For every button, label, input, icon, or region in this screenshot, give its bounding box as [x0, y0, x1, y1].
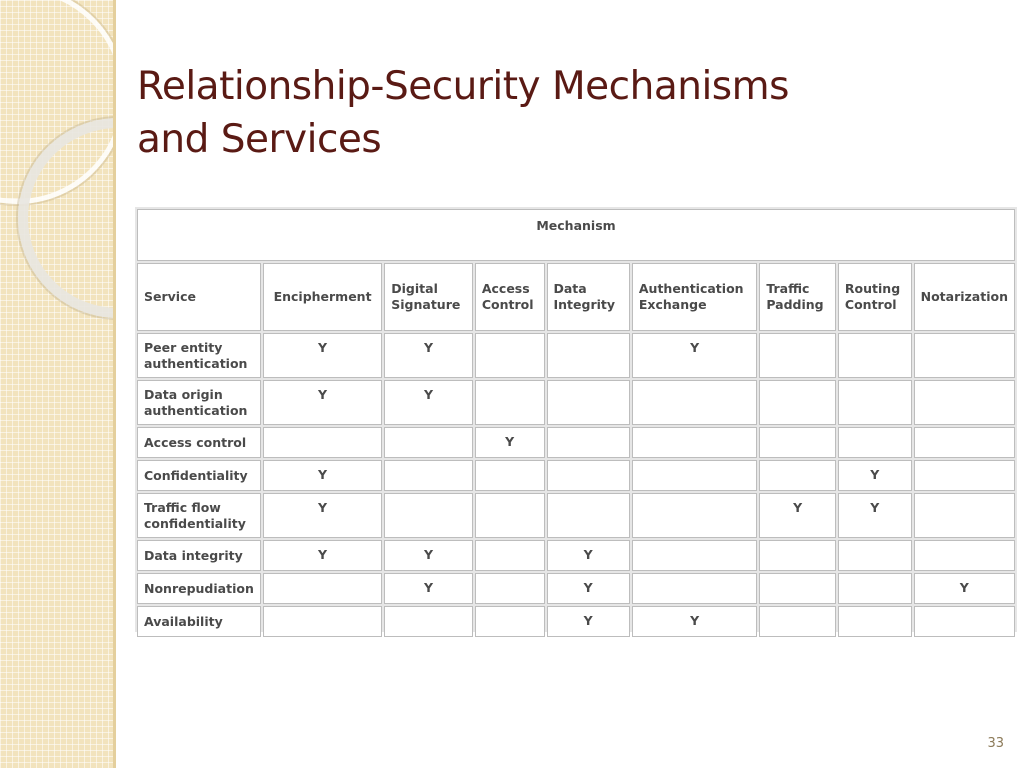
mechanism-cell — [384, 606, 473, 637]
table-row — [137, 380, 1015, 425]
table-row — [137, 606, 1015, 637]
mechanism-cell: Y — [384, 333, 473, 378]
mechanism-cell: Y — [547, 573, 630, 604]
mechanism-column-header: Notarization — [914, 263, 1015, 331]
service-cell: Data origin authentication — [137, 380, 261, 425]
service-cell: Nonrepudiation — [137, 573, 261, 604]
mechanism-cell — [838, 380, 912, 425]
mechanism-cell — [547, 493, 630, 538]
mechanism-column-header: Data Integrity — [547, 263, 630, 331]
mechanism-cell — [632, 427, 757, 458]
mechanism-cell — [475, 493, 545, 538]
mechanism-cell: Y — [632, 606, 757, 637]
mechanism-cell — [838, 333, 912, 378]
table-row — [137, 460, 1015, 491]
mechanism-column-header: Encipherment — [263, 263, 382, 331]
mechanism-cell — [759, 573, 836, 604]
mechanism-cell — [759, 540, 836, 571]
mechanism-cell — [838, 606, 912, 637]
mechanism-cell — [759, 380, 836, 425]
mechanism-cell: Y — [547, 606, 630, 637]
mechanism-cell: Y — [263, 540, 382, 571]
mechanism-cell — [263, 606, 382, 637]
mechanism-cell: Y — [914, 573, 1015, 604]
mechanism-cell: Y — [475, 427, 545, 458]
mechanism-cell: Y — [263, 380, 382, 425]
table-group-header-row — [137, 209, 1015, 261]
mechanism-cell: Y — [547, 540, 630, 571]
mechanism-cell — [759, 333, 836, 378]
mechanism-column-header: Access Control — [475, 263, 545, 331]
mechanism-cell: Y — [384, 573, 473, 604]
mechanism-header: Mechanism — [137, 209, 1015, 261]
mechanism-cell: Y — [384, 540, 473, 571]
table-row — [137, 333, 1015, 378]
mechanism-cell — [475, 380, 545, 425]
service-header: Service — [137, 263, 261, 331]
mechanism-cell — [263, 573, 382, 604]
table-row — [137, 493, 1015, 538]
mechanism-cell — [547, 427, 630, 458]
mechanism-cell: Y — [384, 380, 473, 425]
mechanism-cell — [475, 573, 545, 604]
mechanism-cell — [384, 493, 473, 538]
table-row — [137, 573, 1015, 604]
table-row — [137, 427, 1015, 458]
mechanism-cell — [632, 540, 757, 571]
mechanism-cell — [838, 427, 912, 458]
mechanism-cell — [838, 573, 912, 604]
table-header-row — [137, 263, 1015, 331]
mechanism-cell: Y — [632, 333, 757, 378]
sidebar-edge — [113, 0, 116, 768]
page-number: 33 — [987, 736, 1004, 751]
mechanism-column-header: Authentication Exchange — [632, 263, 757, 331]
mechanism-cell — [914, 606, 1015, 637]
mechanism-cell — [759, 606, 836, 637]
table-row — [137, 540, 1015, 571]
mechanism-cell: Y — [838, 493, 912, 538]
mechanism-cell — [384, 460, 473, 491]
title-line-1: Relationship-Security Mechanisms — [137, 64, 789, 109]
title-line-2: and Services — [137, 117, 382, 162]
service-cell: Access control — [137, 427, 261, 458]
mechanism-cell — [632, 573, 757, 604]
mechanism-cell — [547, 333, 630, 378]
mechanism-column-header: Traffic Padding — [759, 263, 836, 331]
mechanism-cell — [914, 427, 1015, 458]
service-cell: Availability — [137, 606, 261, 637]
slide-title — [137, 60, 997, 166]
mechanism-cell — [838, 540, 912, 571]
mechanism-cell — [914, 380, 1015, 425]
mechanism-cell — [475, 333, 545, 378]
mechanism-cell: Y — [263, 493, 382, 538]
mechanism-cell — [263, 427, 382, 458]
service-cell: Traffic flow confidentiality — [137, 493, 261, 538]
mechanism-column-header: Digital Signature — [384, 263, 473, 331]
mechanism-service-table-frame — [135, 207, 1017, 632]
mechanism-cell — [632, 380, 757, 425]
mechanism-cell: Y — [263, 333, 382, 378]
service-cell: Data integrity — [137, 540, 261, 571]
decorative-sidebar — [0, 0, 113, 768]
mechanism-service-table — [135, 207, 1017, 639]
service-cell: Peer entity authentication — [137, 333, 261, 378]
mechanism-cell — [547, 460, 630, 491]
mechanism-cell — [475, 460, 545, 491]
mechanism-cell — [475, 606, 545, 637]
mechanism-cell — [384, 427, 473, 458]
mechanism-cell — [759, 460, 836, 491]
service-cell: Confidentiality — [137, 460, 261, 491]
mechanism-cell — [914, 460, 1015, 491]
mechanism-cell — [632, 493, 757, 538]
mechanism-cell — [475, 540, 545, 571]
mechanism-cell — [914, 333, 1015, 378]
mechanism-cell — [759, 427, 836, 458]
mechanism-cell: Y — [759, 493, 836, 538]
mechanism-cell — [632, 460, 757, 491]
mechanism-cell — [914, 493, 1015, 538]
mechanism-column-header: Routing Control — [838, 263, 912, 331]
mechanism-cell — [914, 540, 1015, 571]
mechanism-cell — [547, 380, 630, 425]
mechanism-cell: Y — [263, 460, 382, 491]
mechanism-cell: Y — [838, 460, 912, 491]
